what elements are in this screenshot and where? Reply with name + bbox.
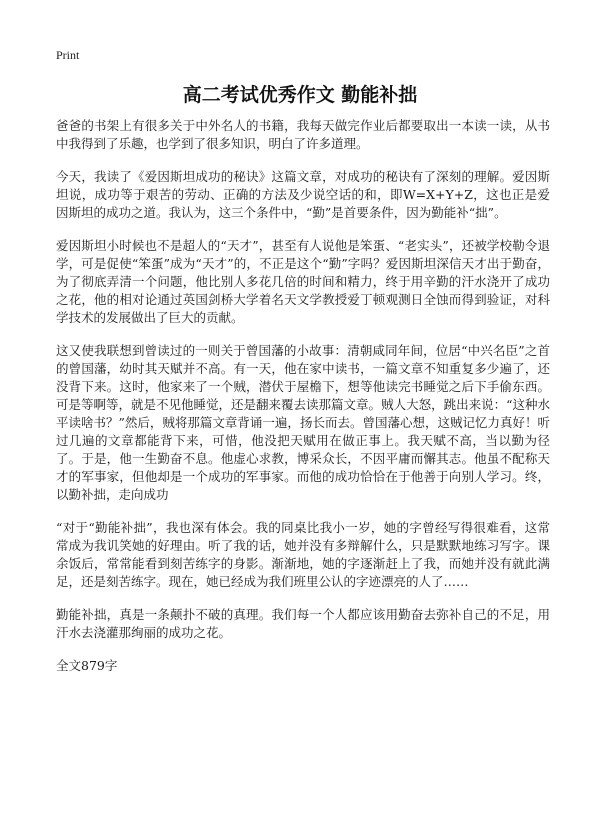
paragraph-2: 今天，我读了《爱因斯坦成功的秘诀》这篇文章，对成功的秘诀有了深刻的理解。爱因斯坦说，成功等于艰苦的劳动、正确的方法及少说空话的和，即W=X+Y+Z，这也正是爱因斯坦的成功之道。我认为，这三个条件中，“勤”是首要条件，因为勤能补“拙”。 [56,169,550,220]
word-count: 全文879字 [56,658,118,673]
paragraph-1: 爸爸的书架上有很多关于中外名人的书籍，我每天做完作业后都要取出一本读一读，从书中我得到了乐趣，也学到了很多知识，明白了许多道理。 [56,118,550,151]
article-body [56,117,550,675]
paragraph-4: 这又使我联想到曾读过的一则关于曾国藩的小故事：清朝咸同年间，位居“中兴名臣”之首的曾国藩，幼时其天赋并不高。有一天，他在家中读书，一篇文章不知重复多少遍了，还没背下来。这时，他家来了一个贼，潜伏于屋檐下，想等他读完书睡觉之后下手偷东西。可是等啊等，就是不见他睡觉，还是翻来覆去读那篇文章。贼人大怒，跳出来说：“这种水平读啥书？”然后，贼将那篇文章背诵一遍，扬长而去。曾国藩心想，这贼记忆力真好！听过几遍的文章都能背下来，可惜，他没把天赋用在做正事上。我天赋不高，当以勤为径了。于是，他一生勤奋不息。他虚心求教，博采众长，不因平庸而懈其志。他虽不配称天才的军事家，但他却是一个成功的军事家。而他的成功恰恰在于他善于向别人学习。终，以勤补拙，走向成功 [56,343,550,502]
article-title: 高二考试优秀作文 勤能补拙 [182,84,418,106]
paragraph-3: 爱因斯坦小时候也不是超人的“天才”，甚至有人说他是笨蛋、“老实头”，还被学校勒令退学，可是促使“笨蛋”成为“天才”的，不正是这个“勤”字吗？爱因斯坦深信天才出于勤奋，为了彻底弄清一个问题，他比别人多花几倍的时间和精力，终于用辛勤的汗水浇开了成功之花，他的相对论通过英国剑桥大学着名天文学教授爱丁顿观测日全蚀而得到验证，对科学技术的发展做出了巨大的贡献。 [56,238,550,325]
print-link[interactable]: Print [56,48,80,62]
paragraph-5: “对于“勤能补拙”，我也深有体会。我的同桌比我小一岁，她的字曾经写得很难看，这常常成为我讥笑她的好理由。听了我的话，她并没有多辩解什么，只是默默地练习写字。课余饭后，常常能看到刻苦练字的身影。渐渐地，她的字逐渐赶上了我，而她并没有就此满足，还是刻苦练字。现在，她已经成为我们班里公认的字迹漂亮的人了…… [56,520,550,589]
paragraph-6: 勤能补拙，真是一条颠扑不破的真理。我们每一个人都应该用勤奋去弥补自己的不足，用汗水去浇灌那绚丽的成功之花。 [56,607,550,640]
